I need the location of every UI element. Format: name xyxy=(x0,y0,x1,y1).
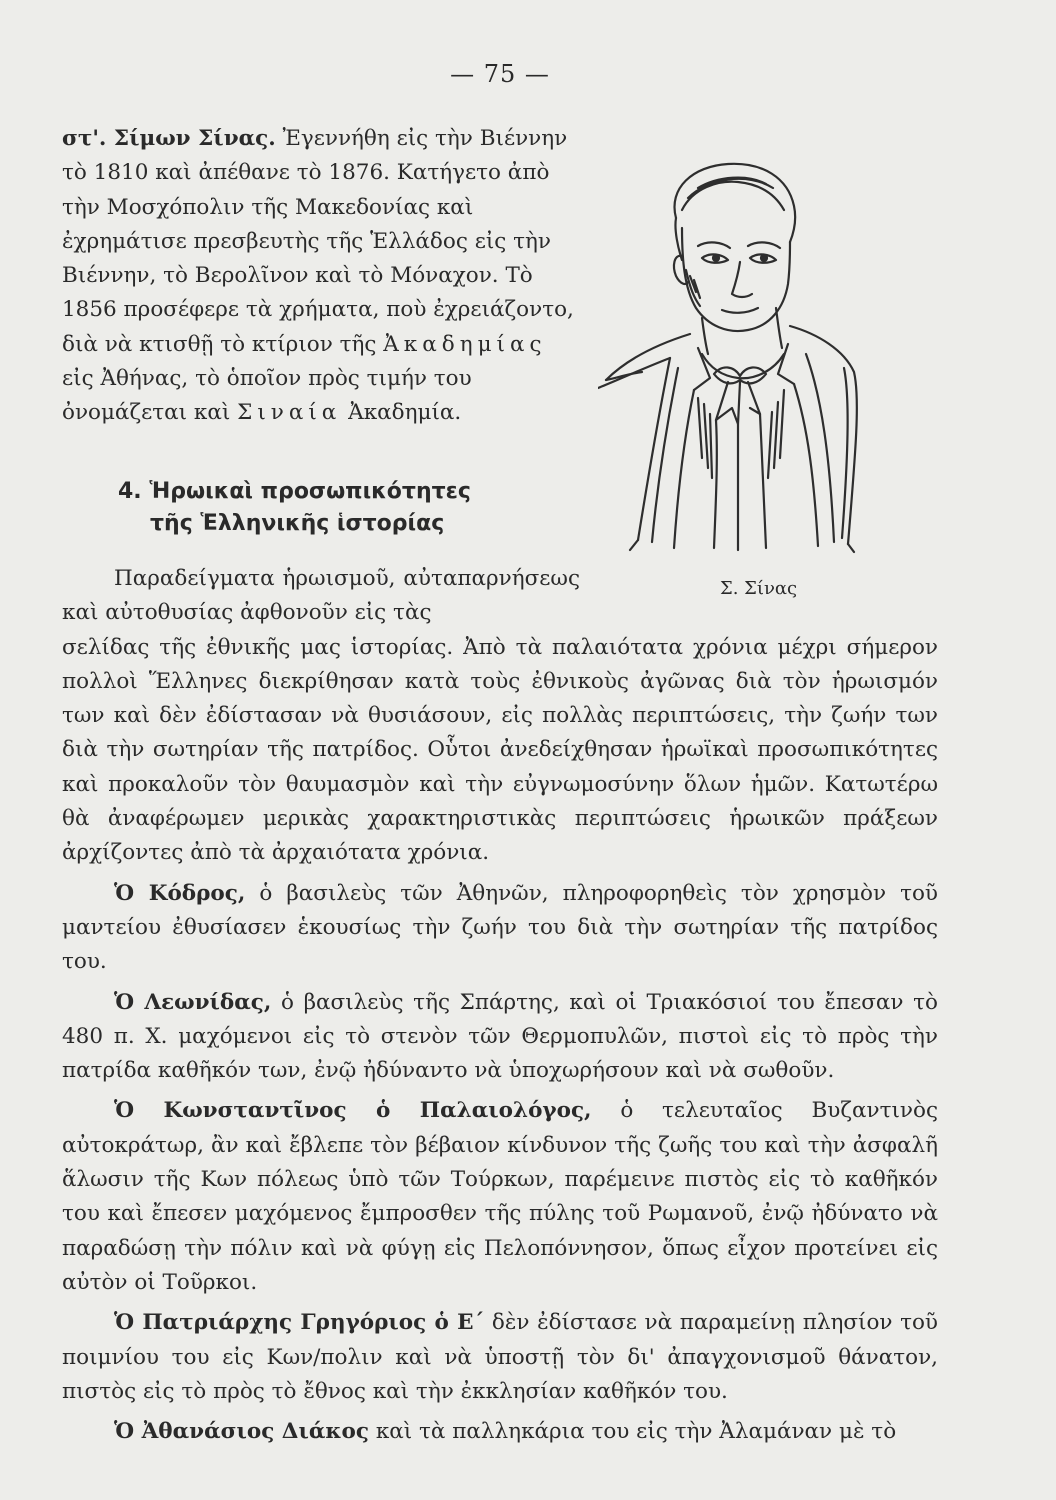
entry-kodros xyxy=(62,877,938,980)
entry-leonidas xyxy=(62,986,938,1089)
intro-lead: στ'. Σίμων Σίνας. xyxy=(62,126,276,151)
entry-text: καὶ τὰ παλληκάρια του εἰς τὴν Ἀλαμάναν μὲ τὸ xyxy=(375,1419,897,1445)
entry-text: ὁ τελευταῖος Βυζαντινὸς αὐτοκράτωρ, ἂν καὶ ἔβλεπε τὸν βέβαιον κίνδυνον τῆς ζωῆς του καὶ τὴν ἀσφαλῆ ἅλωσιν τῆς Κων πόλεως ὑπὸ τῶν Τούρκων, παρέμεινε πιστὸς εἰς τὸ καθῆκόν του καὶ ἔπεσεν μαχόμενος ἔμπροσθεν τῆς πύλης τοῦ Ρωμανοῦ, ἐνῷ ἠδύνατο νὰ παραδώσῃ τὴν πόλιν καὶ νὰ φύγῃ εἰς Πελοπόννησον, ὅπως εἶχον προτείνει εἰς αὐτὸν οἱ Τοῦρκοι. xyxy=(62,1098,938,1295)
entry-name: Ὁ Ἀθανάσιος Διάκος xyxy=(114,1419,369,1445)
sinaia-spaced: Σιναία xyxy=(237,400,342,426)
heading-line-2: τῆς Ἑλληνικῆς ἱστορίας xyxy=(150,511,445,536)
intro-text-c: Ἀκαδημία. xyxy=(348,400,462,426)
intro-para-start: Παραδείγματα ἡρωισμοῦ, αὐταπαρνήσεως καὶ αὐτοθυσίας ἀφθονοῦν εἰς τὰς xyxy=(62,566,580,626)
intro-paragraph xyxy=(62,122,574,431)
portrait-caption: Σ. Σίνας xyxy=(720,578,798,599)
section-heading xyxy=(100,476,540,540)
body-text xyxy=(62,562,938,1449)
entry-text: ὁ βασιλεὺς τῶν Ἀθηνῶν, πληροφορηθεὶς τὸν χρησμὸν τοῦ μαντείου ἐθυσίασεν ἑκουσίως τὴν ζωήν του διὰ τὴν σωτηρίαν τῆς πατρίδος του. xyxy=(62,880,938,975)
page-number: — 75 — xyxy=(450,60,550,88)
heading-line-1: 4. Ἡρωικαὶ προσωπικότητες xyxy=(118,479,471,504)
entry-text: ὁ βασιλεὺς τῆς Σπάρτης, καὶ οἱ Τριακόσιοί του ἔπεσαν τὸ 480 π. Χ. μαχόμενοι εἰς τὸ στενὸν τῶν Θερμοπυλῶν, πιστοὶ εἰς τὸ πρὸς τὴν πατρίδα καθῆκόν των, ἐνῷ ἠδύναντο νὰ ὑποχωρήσουν καὶ νὰ σωθοῦν. xyxy=(62,989,938,1084)
entry-palaiologos xyxy=(62,1094,938,1300)
entry-name: Ὁ Λεωνίδας, xyxy=(114,989,272,1015)
academy-spaced: Ἀκαδημίας xyxy=(383,331,547,357)
intro-text-a: Ἐγεννήθη εἰς τὴν Βιέννην τὸ 1810 καὶ ἀπέθανε τὸ 1876. Κατήγετο ἀπὸ τὴν Μοσχόπολιν τῆς Μακεδονίας καὶ ἐχρημάτισε πρεσβευτὴς τῆς Ἑλλάδος εἰς τὴν Βιέννην, τὸ Βερολῖνον καὶ τὸ Μόναχον. Τὸ 1856 προσέφερε τὰ χρήματα, ποὺ ἐχρειάζοντο, διὰ νὰ κτισθῇ τὸ κτίριον τῆς xyxy=(62,126,574,357)
entry-name: Ὁ Κόδρος, xyxy=(114,880,246,906)
entry-name: Ὁ Κωνσταντῖνος ὁ Παλαιολόγος, xyxy=(114,1098,592,1124)
entry-grigorios xyxy=(62,1306,938,1409)
entry-text: δὲν ἐδίστασε νὰ παραμείνῃ πλησίον τοῦ ποιμνίου του εἰς Κων/πολιν καὶ νὰ ὑποστῇ τὸν δι' ἀπαγχονισμοῦ θάνατον, πιστὸς εἰς τὸ πρὸς τὸ ἔθνος καὶ τὴν ἐκκλησίαν καθῆκόν του. xyxy=(62,1310,938,1404)
intro-para-rest: σελίδας τῆς ἐθνικῆς μας ἱστορίας. Ἀπὸ τὰ παλαιότατα χρόνια μέχρι σήμερον πολλοὶ Ἕλληνες διεκρίθησαν κατὰ τοὺς ἐθνικοὺς ἀγῶνας διὰ τὸν ἡρωισμόν των καὶ δὲν ἐδίστασαν νὰ θυσιάσουν, εἰς πολλὰς περιπτώσεις, τὴν ζωήν των διὰ τὴν σωτηρίαν τῆς πατρίδος. Οὗτοι ἀνεδείχθησαν ἡρωϊκαὶ προσωπικότητες καὶ προκαλοῦν τὸν θαυμασμὸν καὶ τὴν εὐγνωμοσύνην ὅλων ἡμῶν. Κατωτέρω θὰ ἀναφέρωμεν μερικὰς χαρακτηριστικὰς περιπτώσεις ἡρωικῶν πράξεων ἀρχίζοντες ἀπὸ τὰ ἀρχαιότατα χρόνια. xyxy=(62,634,938,866)
portrait-sketch-icon xyxy=(598,158,878,558)
entry-name: Ὁ Πατριάρχης Γρηγόριος ὁ Ε΄ xyxy=(114,1310,485,1336)
intro-text-b: εἰς Ἀθήνας, τὸ ὁποῖον πρὸς τιμήν του ὀνομάζεται καὶ xyxy=(62,366,472,426)
entry-diakos xyxy=(62,1415,938,1449)
